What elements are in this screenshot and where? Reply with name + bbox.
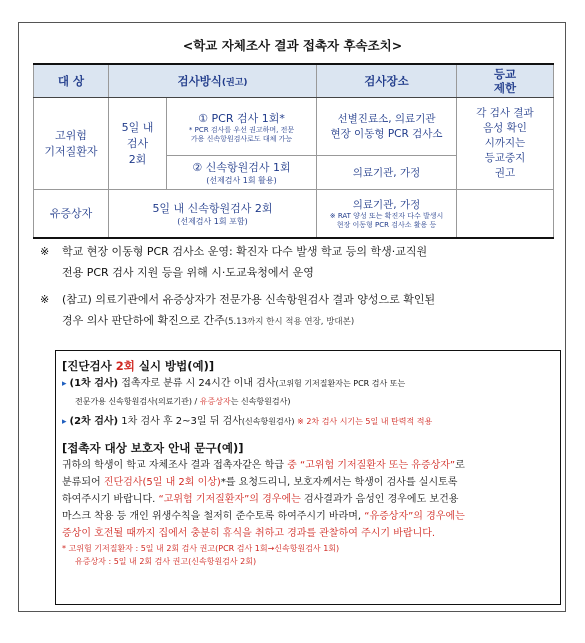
triangle-bullet-icon: ▸: [62, 379, 67, 389]
cell-place-symptomatic: 의료기관, 가정 ※ RAT 양성 또는 확진자 다수 발생시 현장 이동형 PCR 검사소 활용 등: [317, 190, 457, 238]
note-mobile-pcr: ※ 학교 현장 이동형 PCR 검사소 운영: 확진자 다수 발생 학교 등의 학생·교직원 전용 PCR 검사 지원 등을 위해 시·도교육청에서 운영: [40, 245, 428, 279]
cell-period: 5일 내 검사 2회: [109, 98, 167, 190]
notice-line: 마스크 착용 등 개인 위생수칙을 철저히 준수토록 하여주시기 바라며, “유증상자”의 경우에는: [62, 511, 465, 522]
header-restriction: 등교 제한: [457, 64, 554, 98]
cell-method-rat: ② 신속항원검사 1회 (선제검사 1회 활용): [167, 156, 317, 190]
table-row: [34, 98, 554, 156]
table-row: [34, 190, 554, 238]
section-title-notice: [접촉자 대상 보호자 안내 문구(예)]: [62, 441, 244, 455]
note-reference: ※ (참고) 의료기관에서 유증상자가 전문가용 신속항원검사 결과 양성으로 확인된 경우 의사 판단하에 확진으로 간주(5.13까지 한시 적용 연장, 방대본): [40, 293, 436, 327]
step-1: ▸ (1차 검사) 접촉자로 분류 시 24시간 이내 검사(고위험 기저질환자는 PCR 검사 또는: [62, 378, 406, 389]
followup-table: [33, 63, 554, 239]
cell-target-symptomatic: 유증상자: [34, 190, 109, 238]
cell-place-pcr: 선별진료소, 의료기관 현장 이동형 PCR 검사소: [317, 98, 457, 156]
cell-target-highrisk: 고위험 기저질환자: [34, 98, 109, 190]
cell-restriction: 각 검사 결과 음성 확인 시까지는 등교중지 권고: [457, 98, 554, 190]
cell-place-rat: 의료기관, 가정: [317, 156, 457, 190]
footnote-highrisk: * 고위험 기저질환자 : 5일 내 2회 검사 권고(PCR 검사 1회→신속항원검사 1회): [62, 544, 340, 553]
header-target: 대 상: [34, 64, 109, 98]
table-header-row: [34, 64, 554, 98]
header-place: 검사장소: [317, 64, 457, 98]
cell-method-symptomatic: 5일 내 신속항원검사 2회 (선제검사 1회 포함): [109, 190, 317, 238]
header-method: 검사방식(권고): [109, 64, 317, 98]
triangle-bullet-icon: ▸: [62, 417, 67, 427]
cell-method-pcr: ① PCR 검사 1회* * PCR 검사를 우선 권고하며, 전문 가용 신속항원검사로도 대체 가능: [167, 98, 317, 156]
cell-restriction-empty: [457, 190, 554, 238]
notice-line: 귀하의 학생이 학교 자체조사 결과 접촉자같은 학급 중 “고위험 기저질환자 또는 유증상자”로: [62, 460, 465, 471]
section-title-method: [진단검사 2회 실시 방법(예)]: [62, 359, 215, 373]
notice-line: 하여주시기 바랍니다. “고위험 기저질환자”의 경우에는 검사결과가 음성인 경우에도 보건용: [62, 494, 459, 505]
step-2: ▸ (2차 검사) 1차 검사 후 2~3일 뒤 검사(신속항원검사) ※ 2차 검사 시기는 5일 내 탄력적 적용: [62, 416, 433, 427]
notice-line: 증상이 호전될 때까지 집에서 충분히 휴식을 취하고 경과를 관찰하여 주시기 바랍니다.: [62, 528, 436, 539]
step-1-detail: 전문가용 신속항원검사(의료기관) / 유증상자는 신속항원검사): [75, 397, 291, 406]
guidance-box: [55, 350, 561, 605]
notice-line: 분류되어 진단검사(5일 내 2회 이상)*를 요청드리니, 보호자께서는 학생이 검사를 실시토록: [62, 477, 458, 488]
footnote-symptomatic: 유증상자 : 5일 내 2회 검사 권고(신속항원검사 2회): [75, 557, 257, 566]
page-title: <학교 자체조사 결과 접촉자 후속조치>: [182, 38, 403, 53]
